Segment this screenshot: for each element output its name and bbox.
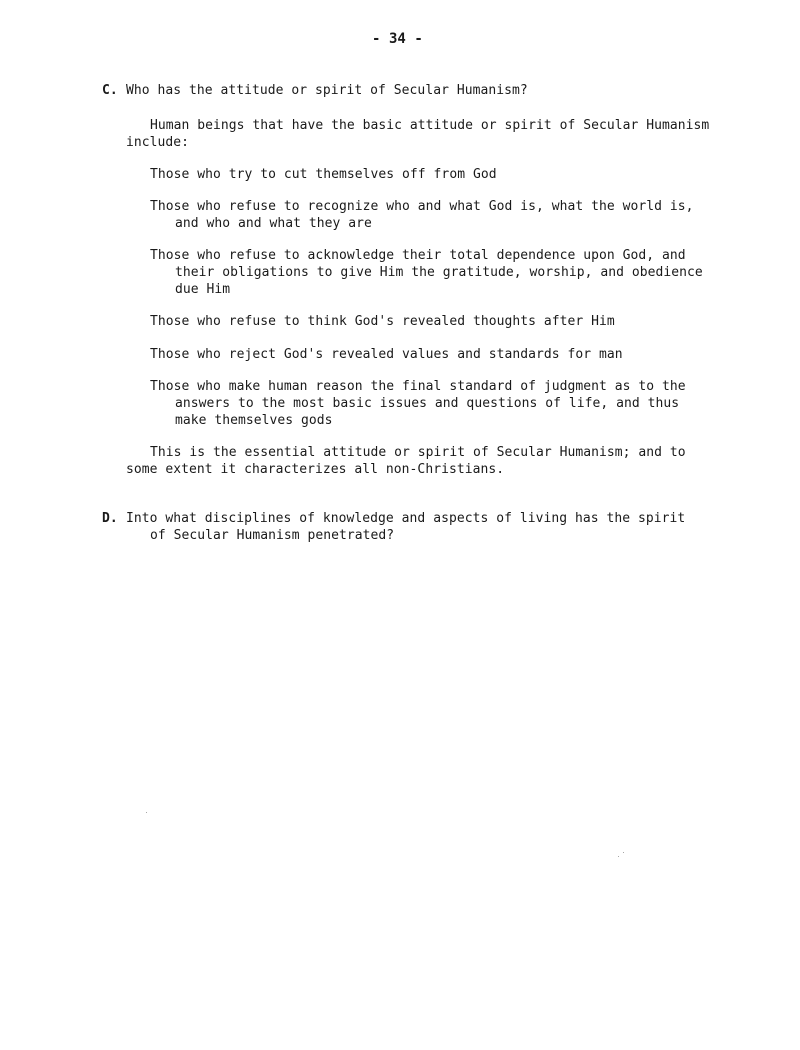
list-item-continuation: answers to the most basic issues and questions of life, and thus [175, 396, 680, 411]
list-item: Those who refuse to acknowledge their total dependence upon God, and [150, 248, 686, 263]
conclusion-line-2: some extent it characterizes all non-Christians. [126, 462, 505, 477]
section-d-marker: D. [102, 511, 118, 526]
list-item: Those who refuse to recognize who and what God is, what the world is, [150, 199, 694, 214]
section-c-question: Who has the attitude or spirit of Secular Humanism? [126, 83, 528, 98]
section-c-marker: C. [102, 83, 118, 98]
list-item-continuation: their obligations to give Him the gratitude, worship, and obedience [175, 265, 703, 280]
list-item-continuation: due Him [175, 282, 231, 297]
page-number: - 34 - [372, 31, 423, 47]
conclusion-line-1: This is the essential attitude or spirit of Secular Humanism; and to [150, 445, 686, 460]
scan-speck [623, 852, 624, 853]
list-item: Those who make human reason the final standard of judgment as to the [150, 379, 686, 394]
list-item: Those who reject God's revealed values and standards for man [150, 347, 623, 362]
intro-line-1: Human beings that have the basic attitude or spirit of Secular Humanism [150, 118, 710, 133]
list-item: Those who try to cut themselves off from God [150, 167, 497, 182]
list-item-continuation: make themselves gods [175, 413, 333, 428]
section-d-question-line-2: of Secular Humanism penetrated? [150, 528, 395, 543]
list-item-continuation: and who and what they are [175, 216, 372, 231]
intro-line-2: include: [126, 135, 190, 150]
list-item: Those who refuse to think God's revealed thoughts after Him [150, 314, 615, 329]
scan-speck [146, 812, 147, 813]
section-d-question-line-1: Into what disciplines of knowledge and aspects of living has the spirit [126, 511, 686, 526]
scan-speck [618, 856, 619, 857]
